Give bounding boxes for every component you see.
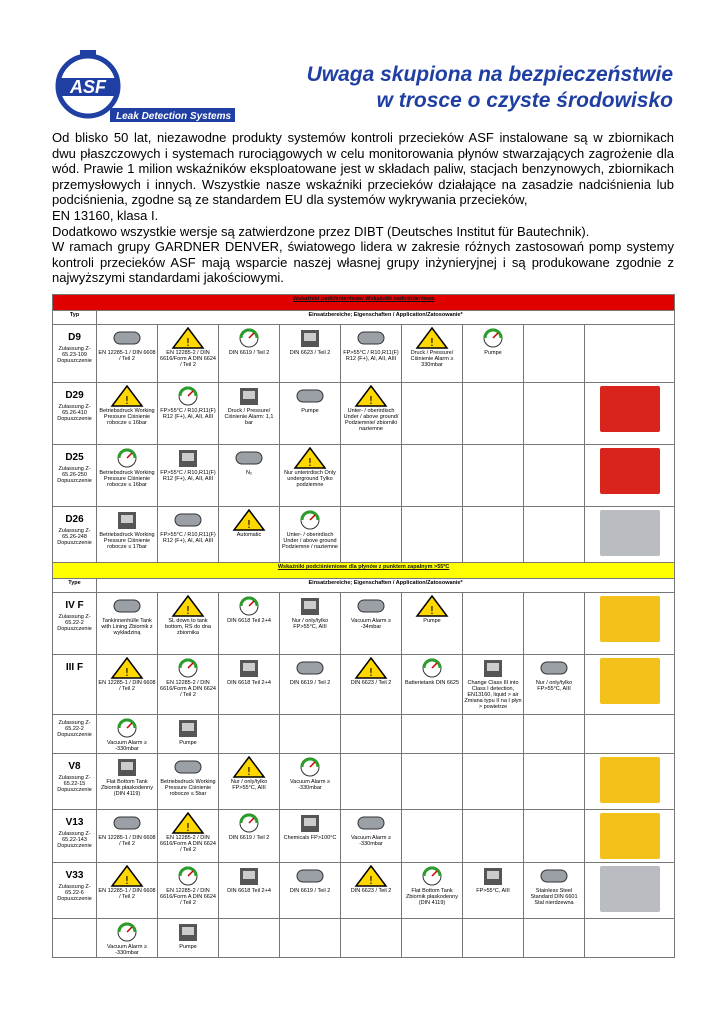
table-cell: [219, 383, 280, 445]
row-approval: Zulassung Z-65.26-410 Dopuszczenie: [57, 404, 92, 422]
table-row: [53, 919, 675, 958]
table-cell: [158, 445, 219, 507]
table-row: [53, 383, 675, 445]
product-pictogram-icon: [293, 865, 327, 887]
product-pictogram-icon: [415, 657, 449, 679]
product-pictogram-icon: [354, 812, 388, 834]
product-pictogram-icon: [476, 865, 510, 887]
product-photo-cell: [585, 593, 675, 655]
cell-label: Vacuum Alarm ≥ -330mbar: [351, 835, 391, 847]
product-photo-cell: [585, 754, 675, 810]
cell-label: FP>55°C / R10,R11(F) R12 (F+), AI, AII, AIII: [160, 532, 216, 544]
cell-label: Betriebsdruck Working Pressure Ciśnienie robocze ≤ 5bar: [160, 779, 216, 797]
table-cell: [97, 507, 158, 563]
cell-label: Vacuum Alarm ≥ -330mbar: [290, 779, 330, 791]
cell-label: DIN 6623 / Teil 2: [350, 680, 392, 686]
row-approval: Zulassung Z-65.26-248 Dopuszczenie: [57, 528, 92, 546]
product-photo: [600, 813, 660, 859]
product-pictogram-icon: [293, 595, 327, 617]
cell-label: Unter- / oberirdisch Under / above ground/ Podziemnie/ zbiorniki naziemne: [343, 408, 399, 432]
table-cell: [158, 655, 219, 715]
cell-label: Unter- / oberirdisch Under / above ground Podziemne / naziemne: [282, 532, 338, 550]
table-cell: [341, 655, 402, 715]
table-cell: [158, 715, 219, 754]
product-pictogram-icon: [293, 385, 327, 407]
table-cell: [219, 655, 280, 715]
cell-label: EN 12285-2 / DIN 6616/Form A DIN 6624 / Teil 2: [160, 888, 216, 906]
intro-paragraph-1b: EN 13160, klasa I.: [52, 207, 159, 223]
section-header-pressure: Wskaźniki podciśnieniowe/ Wskaźniki nadciśnieniowe: [53, 295, 675, 311]
table-cell: [280, 919, 341, 958]
table-row: [53, 593, 675, 655]
table-cell: [341, 754, 402, 810]
product-pictogram-icon: [110, 327, 144, 349]
table-cell: [402, 507, 463, 563]
table-cell: [463, 325, 524, 383]
product-photo-cell: [585, 919, 675, 958]
row-approval: Zulassung Z-65.23-109 Dopuszczenie: [57, 346, 92, 364]
table-cell: [97, 863, 158, 919]
table-cell: [219, 754, 280, 810]
product-pictogram-icon: [171, 717, 205, 739]
table-cell: [219, 715, 280, 754]
table-cell: [402, 754, 463, 810]
row-approval: Zulassung Z-65.26-250 Dopuszczenie: [57, 466, 92, 484]
table-row: [53, 715, 675, 754]
table-cell: [219, 863, 280, 919]
svg-text:!: !: [185, 604, 191, 617]
product-pictogram-icon: [232, 447, 266, 469]
product-pictogram-icon: [415, 327, 449, 349]
product-pictogram-icon: [476, 657, 510, 679]
product-pictogram-icon: [232, 812, 266, 834]
table-cell: [97, 445, 158, 507]
table-cell: [524, 754, 585, 810]
cell-label: Nur / only/tylko FP>55°C, AIII: [291, 618, 329, 630]
table-cell: [341, 383, 402, 445]
product-pictogram-icon: [293, 812, 327, 834]
cell-label: EN 12285-1 / DIN 6608 / Teil 2: [98, 888, 156, 900]
svg-text:!: !: [307, 456, 313, 469]
cell-label: Stainless Steel Standard DIN 6601 Stal nierdzewna: [530, 888, 578, 906]
column-header-row: [53, 311, 675, 325]
table-cell: [402, 655, 463, 715]
cell-label: FP>55°C / R10,R11(F) R12 (F+), AI, AII, AIII: [160, 408, 216, 420]
product-pictogram-icon: [110, 385, 144, 407]
table-cell: [97, 593, 158, 655]
table-cell: [463, 810, 524, 863]
product-photo: [600, 386, 660, 432]
svg-text:!: !: [124, 874, 130, 887]
table-cell: [280, 325, 341, 383]
cell-label: FP>55°C, AIII: [476, 888, 510, 894]
cell-label: Automatic: [236, 532, 262, 538]
table-cell: [97, 919, 158, 958]
product-photo-cell: [585, 445, 675, 507]
product-photo-cell: [585, 715, 675, 754]
product-pictogram-icon: [110, 595, 144, 617]
product-pictogram-icon: [232, 327, 266, 349]
table-cell: [524, 593, 585, 655]
product-pictogram-icon: [415, 865, 449, 887]
cell-label: Pumpe: [179, 944, 197, 950]
svg-text:ASF: ASF: [70, 77, 106, 97]
row-type-name: V8: [68, 761, 81, 772]
row-type-name: V13: [65, 817, 84, 828]
product-pictogram-icon: [110, 509, 144, 531]
svg-text:!: !: [124, 666, 130, 679]
section-header-liquids: Wskaźniki podciśnieniowe dla płynów z punktem zapalnym >55ºC: [53, 563, 675, 579]
cell-label: Vacuum Alarm ≥ -330mbar: [107, 740, 147, 752]
cell-label: Tankinnenhülle Tank with Lining Zbiornik z wykładziną: [101, 618, 153, 636]
row-type-cell: [53, 919, 97, 958]
cell-label: Pumpe: [301, 408, 319, 414]
row-type-cell: [53, 593, 97, 655]
row-type-name: D9: [68, 332, 81, 343]
cell-label: Vacuum Alarm ≥ -34mbar: [351, 618, 391, 630]
cell-label: Druck / Pressure/ Ciśnienie Alarm: 1,1 bar: [224, 408, 274, 426]
title-line-1: Uwaga skupiona na bezpieczeństwie: [306, 63, 673, 86]
table-cell: [280, 715, 341, 754]
table-cell: [341, 507, 402, 563]
product-pictogram-icon: [293, 756, 327, 778]
product-pictogram-icon: [354, 595, 388, 617]
cell-label: Nur unterirdisch Only underground Tylko podziemne: [284, 470, 336, 488]
product-photo: [600, 596, 660, 642]
product-pictogram-icon: [293, 509, 327, 531]
table-cell: [402, 919, 463, 958]
product-pictogram-icon: [110, 447, 144, 469]
table-cell: [280, 810, 341, 863]
column-header-row-2: [53, 579, 675, 593]
table-cell: [463, 715, 524, 754]
row-type-cell: [53, 325, 97, 383]
cell-label: EN 12285-2 / DIN 6616/Form A DIN 6624 / Teil 2: [160, 835, 216, 853]
svg-text:!: !: [246, 765, 252, 778]
cell-label: DIN 6618 Teil 2+4: [227, 888, 271, 894]
row-type-name: D29: [65, 390, 84, 401]
cell-label: SL down to tank bottom, RS do dna zbiornika: [165, 618, 211, 636]
cell-label: DIN 6618 Teil 2+4: [227, 680, 271, 686]
product-pictogram-icon: [171, 595, 205, 617]
table-cell: [402, 383, 463, 445]
product-pictogram-icon: [232, 756, 266, 778]
product-photo: [600, 510, 660, 556]
product-photo: [600, 866, 660, 912]
table-cell: [341, 445, 402, 507]
product-photo-cell: [585, 810, 675, 863]
cell-label: DIN 6619 / Teil 2: [228, 835, 270, 841]
product-pictogram-icon: [110, 657, 144, 679]
table-cell: [524, 383, 585, 445]
cell-label: Pumpe: [484, 350, 502, 356]
product-pictogram-icon: [110, 921, 144, 943]
table-cell: [463, 655, 524, 715]
table-row: [53, 810, 675, 863]
table-cell: [402, 445, 463, 507]
table-row: [53, 507, 675, 563]
table-cell: [463, 863, 524, 919]
product-pictogram-icon: [354, 327, 388, 349]
product-pictogram-icon: [110, 756, 144, 778]
table-cell: [97, 383, 158, 445]
cell-label: N₂: [245, 470, 253, 476]
row-type-cell: [53, 754, 97, 810]
table-cell: [524, 715, 585, 754]
product-pictogram-icon: [232, 865, 266, 887]
product-pictogram-icon: [476, 327, 510, 349]
table-cell: [341, 863, 402, 919]
cell-label: Change Class III into Class I detection, EN13160, liquid > air Zmiana typu II na I płyn > powietrze: [464, 680, 522, 710]
table-cell: [280, 754, 341, 810]
product-pictogram-icon: [232, 657, 266, 679]
rows-liquids: [53, 593, 675, 958]
row-type-cell: [53, 507, 97, 563]
product-pictogram-icon: [110, 812, 144, 834]
product-pictogram-icon: [354, 385, 388, 407]
row-approval: Zulassung Z-65.22-143 Dopuszczenie: [57, 831, 92, 849]
table-cell: [280, 445, 341, 507]
product-photo: [600, 658, 660, 704]
product-pictogram-icon: [415, 595, 449, 617]
row-type-cell: [53, 655, 97, 715]
product-pictogram-icon: [537, 657, 571, 679]
table-cell: [463, 507, 524, 563]
product-pictogram-icon: [110, 865, 144, 887]
intro-paragraph-1: Od blisko 50 lat, niezawodne produkty systemów kontroli przecieków ASF instalowane są w zbiornikach dwu płaszczowych i systemach rurociągowych w celu monitorowania płynów stwarzających zagrożenie dla wód. Prawie 1 milion wskaźników eksploatowane jest w składach paliw, stacjach benzynowych, zbiornikach przemysłowych i innych. Wszystkie nasze wskaźniki przecieków działające na zasadzie nadciśnienia lub podciśnienia, zgodne są ze standardem EU dla systemów wykrywania przecieków,: [52, 130, 674, 208]
col-type-header: Typ: [53, 311, 97, 325]
product-pictogram-icon: [110, 717, 144, 739]
product-pictogram-icon: [354, 657, 388, 679]
row-type-name: D25: [65, 452, 84, 463]
svg-text:!: !: [368, 874, 374, 887]
cell-label: DIN 6619 / Teil 2: [228, 350, 270, 356]
product-pictogram-icon: [171, 756, 205, 778]
row-type-name: III F: [65, 662, 84, 673]
table-cell: [402, 593, 463, 655]
table-cell: [219, 810, 280, 863]
table-cell: [524, 810, 585, 863]
cell-label: Nur / only/tylko FP>55°C, AIII: [230, 779, 268, 791]
product-photo: [600, 757, 660, 803]
table-cell: [280, 655, 341, 715]
table-row: [53, 655, 675, 715]
row-type-cell: [53, 445, 97, 507]
table-cell: [97, 810, 158, 863]
product-pictogram-icon: [171, 327, 205, 349]
cell-label: DIN 6623 / Teil 2: [289, 350, 331, 356]
table-cell: [158, 383, 219, 445]
rows-pressure: [53, 325, 675, 563]
table-cell: [402, 715, 463, 754]
table-cell: [280, 383, 341, 445]
svg-text:!: !: [368, 394, 374, 407]
row-approval: Zulassung Z-65.22-15 Dopuszczenie: [57, 775, 92, 793]
page-title: [307, 62, 673, 114]
product-pictogram-icon: [293, 447, 327, 469]
product-photo-cell: [585, 383, 675, 445]
table-row: [53, 754, 675, 810]
table-cell: [463, 593, 524, 655]
table-cell: [463, 445, 524, 507]
table-cell: [524, 507, 585, 563]
table-cell: [158, 593, 219, 655]
table-cell: [97, 655, 158, 715]
product-pictogram-icon: [537, 865, 571, 887]
intro-paragraph-3: W ramach grupy GARDNER DENVER, światowego lidera w zakresie różnych zastosowań pomp systemy kontroli przecieków ASF mają wsparcie naszej własnej grupy inżynieryjnej i są produkowane zgodnie z najwyższymi standardami jakościowymi.: [52, 239, 674, 286]
table-cell: [158, 754, 219, 810]
col-application-header-2: Einsatzbereiche; Eigenschaften / Application/Zatosowanie*: [97, 579, 675, 593]
svg-text:!: !: [246, 518, 252, 531]
cell-label: Pumpe: [423, 618, 441, 624]
table-cell: [524, 863, 585, 919]
table-cell: [524, 655, 585, 715]
cell-label: DIN 6619 / Teil 2: [289, 888, 331, 894]
product-photo-cell: [585, 863, 675, 919]
cell-label: Betriebsdruck Working Pressure Ciśnienie robocze ≤ 17bar: [99, 532, 155, 550]
table-cell: [219, 507, 280, 563]
table-cell: [463, 919, 524, 958]
table-row: [53, 863, 675, 919]
cell-label: EN 12285-1 / DIN 6608 / Teil 2: [98, 350, 156, 362]
product-pictogram-icon: [171, 865, 205, 887]
table-cell: [341, 715, 402, 754]
cell-label: EN 12285-2 / DIN 6616/Form A DIN 6624 / Teil 2: [160, 350, 216, 368]
table-cell: [463, 754, 524, 810]
asf-logo: [50, 48, 240, 126]
svg-text:!: !: [185, 336, 191, 349]
col-application-header: Einsatzbereiche; Eigenschaften / Application/Zatosowanie*: [97, 311, 675, 325]
cell-label: Vacuum Alarm ≥ -330mbar: [107, 944, 147, 956]
table-cell: [341, 810, 402, 863]
cell-label: Druck / Pressure/ Ciśnienie Alarm ≥ 330mbar: [410, 350, 454, 368]
cell-label: Flat Bottom Tank Zbiornik płaskodenny (DIN 4119): [406, 888, 458, 906]
product-photo: [600, 448, 660, 494]
svg-text:!: !: [185, 821, 191, 834]
cell-label: DIN 6623 / Teil 2: [350, 888, 392, 894]
table-cell: [280, 863, 341, 919]
table-cell: [402, 325, 463, 383]
intro-paragraph-2: Dodatkowo wszystkie wersje są zatwierdzone przez DIBT (Deutsches Institut für Bautechnik).: [52, 223, 590, 239]
row-type-name: D26: [65, 514, 84, 525]
svg-text:!: !: [429, 336, 435, 349]
cell-label: Pumpe: [179, 740, 197, 746]
table-cell: [402, 810, 463, 863]
table-cell: [280, 507, 341, 563]
cell-label: DIN 6618 Teil 2+4: [227, 618, 271, 624]
table-cell: [341, 919, 402, 958]
table-cell: [219, 919, 280, 958]
row-type-cell: [53, 383, 97, 445]
row-approval: Zulassung Z-65.22-2 Dopuszczenie: [57, 720, 92, 738]
product-photo-cell: [585, 655, 675, 715]
cell-label: FP>55°C / R10,R11(F) R12 (F+), AI, AII, AIII: [160, 470, 216, 482]
table-cell: [97, 715, 158, 754]
cell-label: EN 12285-2 / DIN 6616/Form A DIN 6624 / Teil 2: [160, 680, 216, 698]
table-cell: [97, 754, 158, 810]
cell-label: EN 12285-1 / DIN 6608 / Teil 2: [98, 835, 156, 847]
row-type-name: V33: [65, 870, 84, 881]
table-cell: [402, 863, 463, 919]
product-pictogram-icon: [171, 509, 205, 531]
product-pictogram-icon: [171, 447, 205, 469]
row-approval: Zulassung Z-65.22-2 Dopuszczenie: [57, 614, 92, 632]
row-type-name: IV F: [65, 600, 84, 611]
table-cell: [341, 593, 402, 655]
cell-label: Batterietank DIN 6625: [404, 680, 460, 686]
product-pictogram-icon: [293, 657, 327, 679]
table-cell: [158, 325, 219, 383]
row-type-cell: [53, 715, 97, 754]
col-type-header-2: Type: [53, 579, 97, 593]
intro-text: [52, 130, 674, 286]
table-cell: [158, 810, 219, 863]
product-pictogram-icon: [232, 385, 266, 407]
table-cell: [219, 445, 280, 507]
product-table: [52, 294, 675, 958]
product-pictogram-icon: [293, 327, 327, 349]
product-photo-cell: [585, 507, 675, 563]
table-row: [53, 325, 675, 383]
table-cell: [524, 919, 585, 958]
row-type-cell: [53, 810, 97, 863]
table-cell: [463, 383, 524, 445]
table-cell: [97, 325, 158, 383]
product-pictogram-icon: [171, 657, 205, 679]
cell-label: EN 12285-1 / DIN 6608 / Teil 2: [98, 680, 156, 692]
title-line-2: w trosce o czyste środowisko: [376, 89, 673, 112]
product-pictogram-icon: [171, 385, 205, 407]
table-cell: [219, 325, 280, 383]
product-pictogram-icon: [232, 509, 266, 531]
cell-label: Chemicals FP>100°C: [283, 835, 337, 841]
svg-text:!: !: [429, 604, 435, 617]
table-row: [53, 445, 675, 507]
cell-label: Betriebsdruck Working Pressure Ciśnienie robocze ≤ 16bar: [99, 470, 155, 488]
cell-label: Nur / only/tylko FP>55°C, AIII: [535, 680, 573, 692]
cell-label: Flat Bottom Tank Zbiornik płaskodenny (DIN 4119): [101, 779, 153, 797]
table-cell: [524, 445, 585, 507]
svg-text:!: !: [368, 666, 374, 679]
row-approval: Zulassung Z-65.22-6 Dopuszczenie: [57, 884, 92, 902]
table-cell: [585, 325, 675, 383]
table-cell: [158, 919, 219, 958]
table-cell: [524, 325, 585, 383]
product-pictogram-icon: [171, 921, 205, 943]
cell-label: DIN 6619 / Teil 2: [289, 680, 331, 686]
cell-label: Betriebsdruck Working Pressure Ciśnienie robocze ≤ 16bar: [99, 408, 155, 426]
svg-text:!: !: [124, 394, 130, 407]
svg-text:Leak Detection Systems: Leak Detection Systems: [116, 111, 232, 122]
cell-label: FP>55°C / R10,R11(F) R12 (F+), AI, AII, AIII: [343, 350, 399, 362]
table-cell: [158, 863, 219, 919]
row-type-cell: [53, 863, 97, 919]
product-pictogram-icon: [232, 595, 266, 617]
table-cell: [219, 593, 280, 655]
table-cell: [158, 507, 219, 563]
product-pictogram-icon: [354, 865, 388, 887]
product-pictogram-icon: [171, 812, 205, 834]
table-cell: [341, 325, 402, 383]
table-cell: [280, 593, 341, 655]
